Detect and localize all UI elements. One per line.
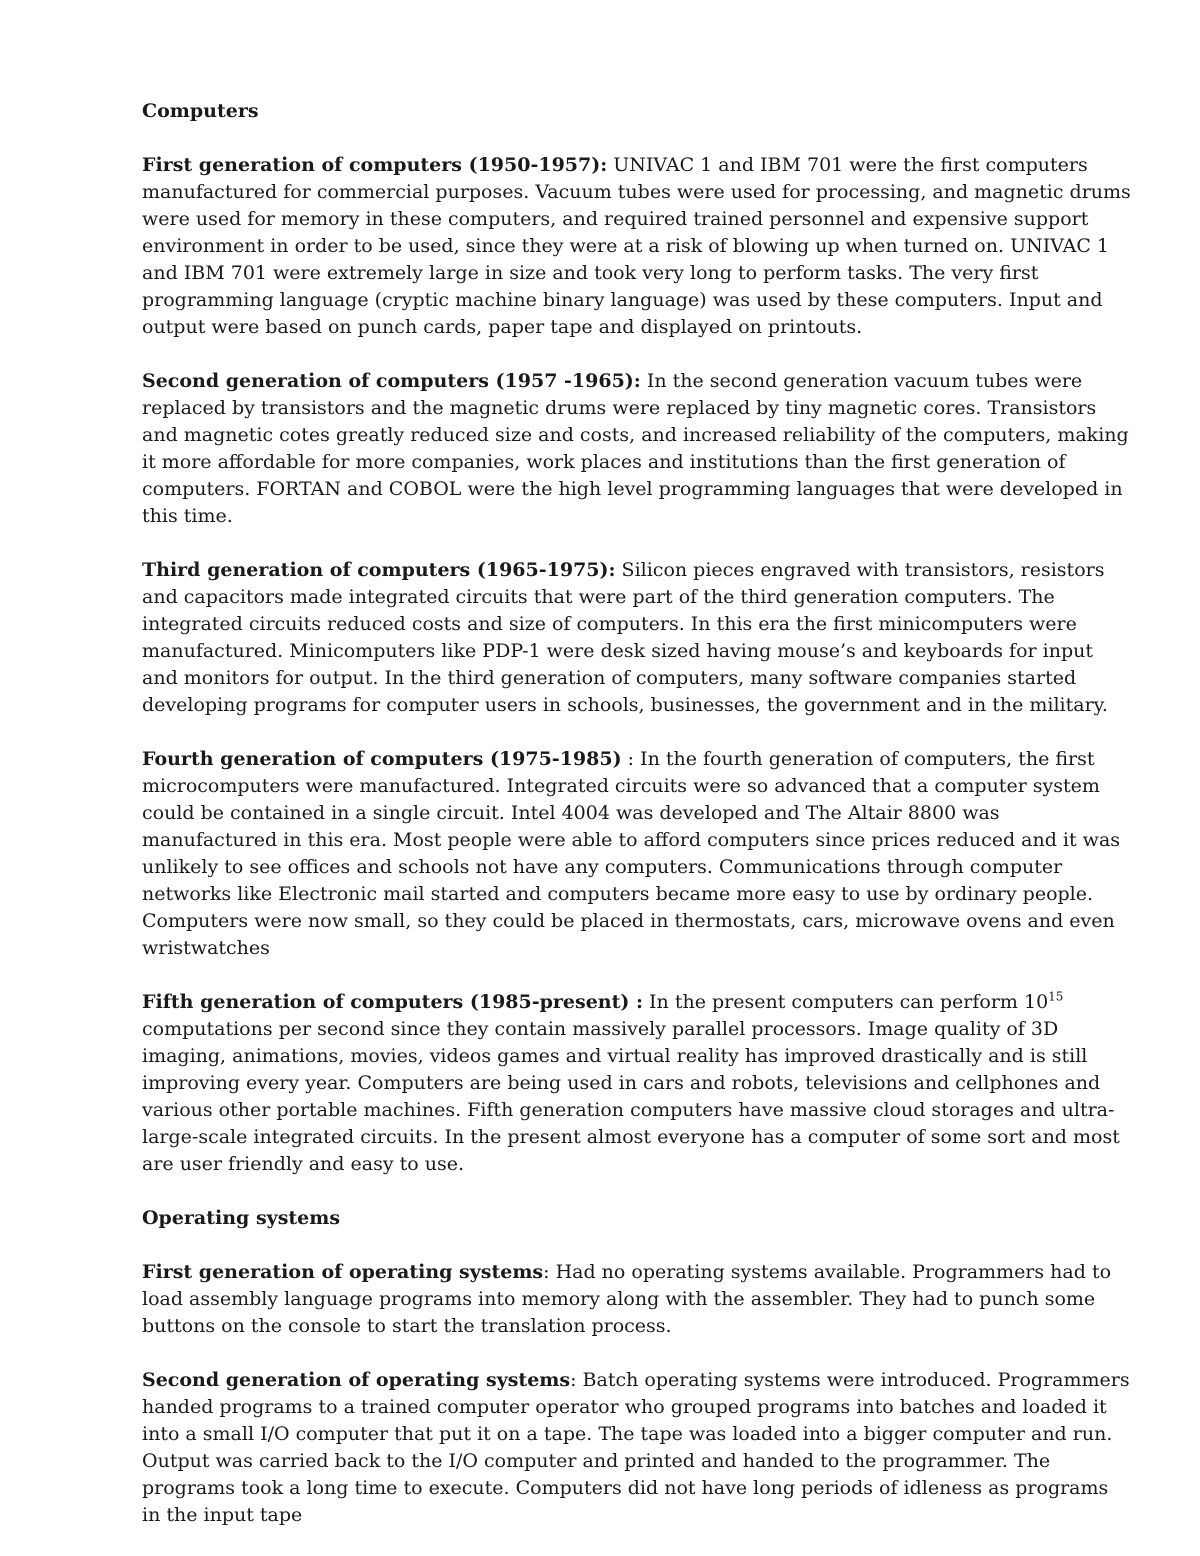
paragraph-third-generation-computers [142, 557, 1132, 719]
paragraph-title: First generation of computers (1950-1957): [142, 154, 608, 176]
paragraph-title: Second generation of operating systems [142, 1369, 571, 1391]
paragraph-body: Silicon pieces engraved with transistors, resistors and capacitors made integrated circuits that were part of the third generation computers. The integrated circuits reduced costs and size of computers. In this era the first minicomputers were manufactured. Minicomputers like PDP-1 were desk sized having mouse’s and keyboards for input and monitors for output. In the third generation of computers, many software companies started developing programs for computer users in schools, businesses, the government and in the military. [142, 559, 1108, 716]
paragraph-title: Third generation of computers (1965-1975): [142, 559, 616, 581]
paragraph-first-generation-computers [142, 152, 1132, 341]
exponent-superscript: 15 [1048, 989, 1064, 1004]
paragraph-fourth-generation-computers [142, 746, 1132, 962]
paragraph-body-continued: computations per second since they contain massively parallel processors. Image quality of 3D imaging, animations, movies, videos games and virtual reality has improved drastically and is still improving every year. Computers are being used in cars and robots, televisions and cellphones and various other portable machines. Fifth generation computers have massive cloud storages and ultra-large-scale integrated circuits. In the present almost everyone has a computer of some sort and most are user friendly and easy to use. [142, 1018, 1120, 1175]
paragraph-body: In the present computers can perform 10 [643, 991, 1049, 1013]
paragraph-body: : Had no operating systems available. Programmers had to load assembly language programs into memory along with the assembler. They had to punch some buttons on the console to start the translation process. [142, 1261, 1112, 1337]
paragraph-body: : In the fourth generation of computers, the first microcomputers were manufactured. Integrated circuits were so advanced that a computer system could be contained in a single circuit. Intel 4004 was developed and The Altair 8800 was manufactured in this era. Most people were able to afford computers since prices reduced and it was unlikely to see offices and schools not have any computers. Communications through computer networks like Electronic mail started and computers became more easy to use by ordinary people. Computers were now small, so they could be placed in thermostats, cars, microwave ovens and even wristwatches [142, 748, 1121, 959]
paragraph-title: First generation of operating systems [142, 1261, 544, 1283]
paragraph-fifth-generation-computers [142, 989, 1132, 1178]
document-page [142, 98, 1132, 1556]
section-heading-operating-systems: Operating systems [142, 1207, 341, 1229]
paragraph-body: UNIVAC 1 and IBM 701 were the first computers manufactured for commercial purposes. Vacuum tubes were used for processing, and magnetic drums were used for memory in these computers, and required trained personnel and expensive support environment in order to be used, since they were at a risk of blowing up when turned on. UNIVAC 1 and IBM 701 were extremely large in size and took very long to perform tasks. The very first programming language (cryptic machine binary language) was used by these computers. Input and output were based on punch cards, paper tape and displayed on printouts. [142, 154, 1131, 338]
paragraph-second-generation-os [142, 1367, 1132, 1529]
paragraph-second-generation-computers [142, 368, 1132, 530]
paragraph-title: Fifth generation of computers (1985-present) : [142, 991, 644, 1013]
paragraph-body: In the second generation vacuum tubes were replaced by transistors and the magnetic drums were replaced by tiny magnetic cores. Transistors and magnetic cotes greatly reduced size and costs, and increased reliability of the computers, making it more affordable for more companies, work places and institutions than the first generation of computers. FORTAN and COBOL were the high level programming languages that were developed in this time. [142, 370, 1129, 527]
paragraph-body: : Batch operating systems were introduced. Programmers handed programs to a trained computer operator who grouped programs into batches and loaded it into a small I/O computer that put it on a tape. The tape was loaded into a bigger computer and run. Output was carried back to the I/O computer and printed and handed to the programmer. The programs took a long time to execute. Computers did not have long periods of idleness as programs in the input tape [142, 1369, 1130, 1526]
paragraph-title: Fourth generation of computers (1975-1985) [142, 748, 622, 770]
section-heading-computers: Computers [142, 100, 259, 122]
paragraph-first-generation-os [142, 1259, 1132, 1340]
paragraph-title: Second generation of computers (1957 -1965): [142, 370, 641, 392]
